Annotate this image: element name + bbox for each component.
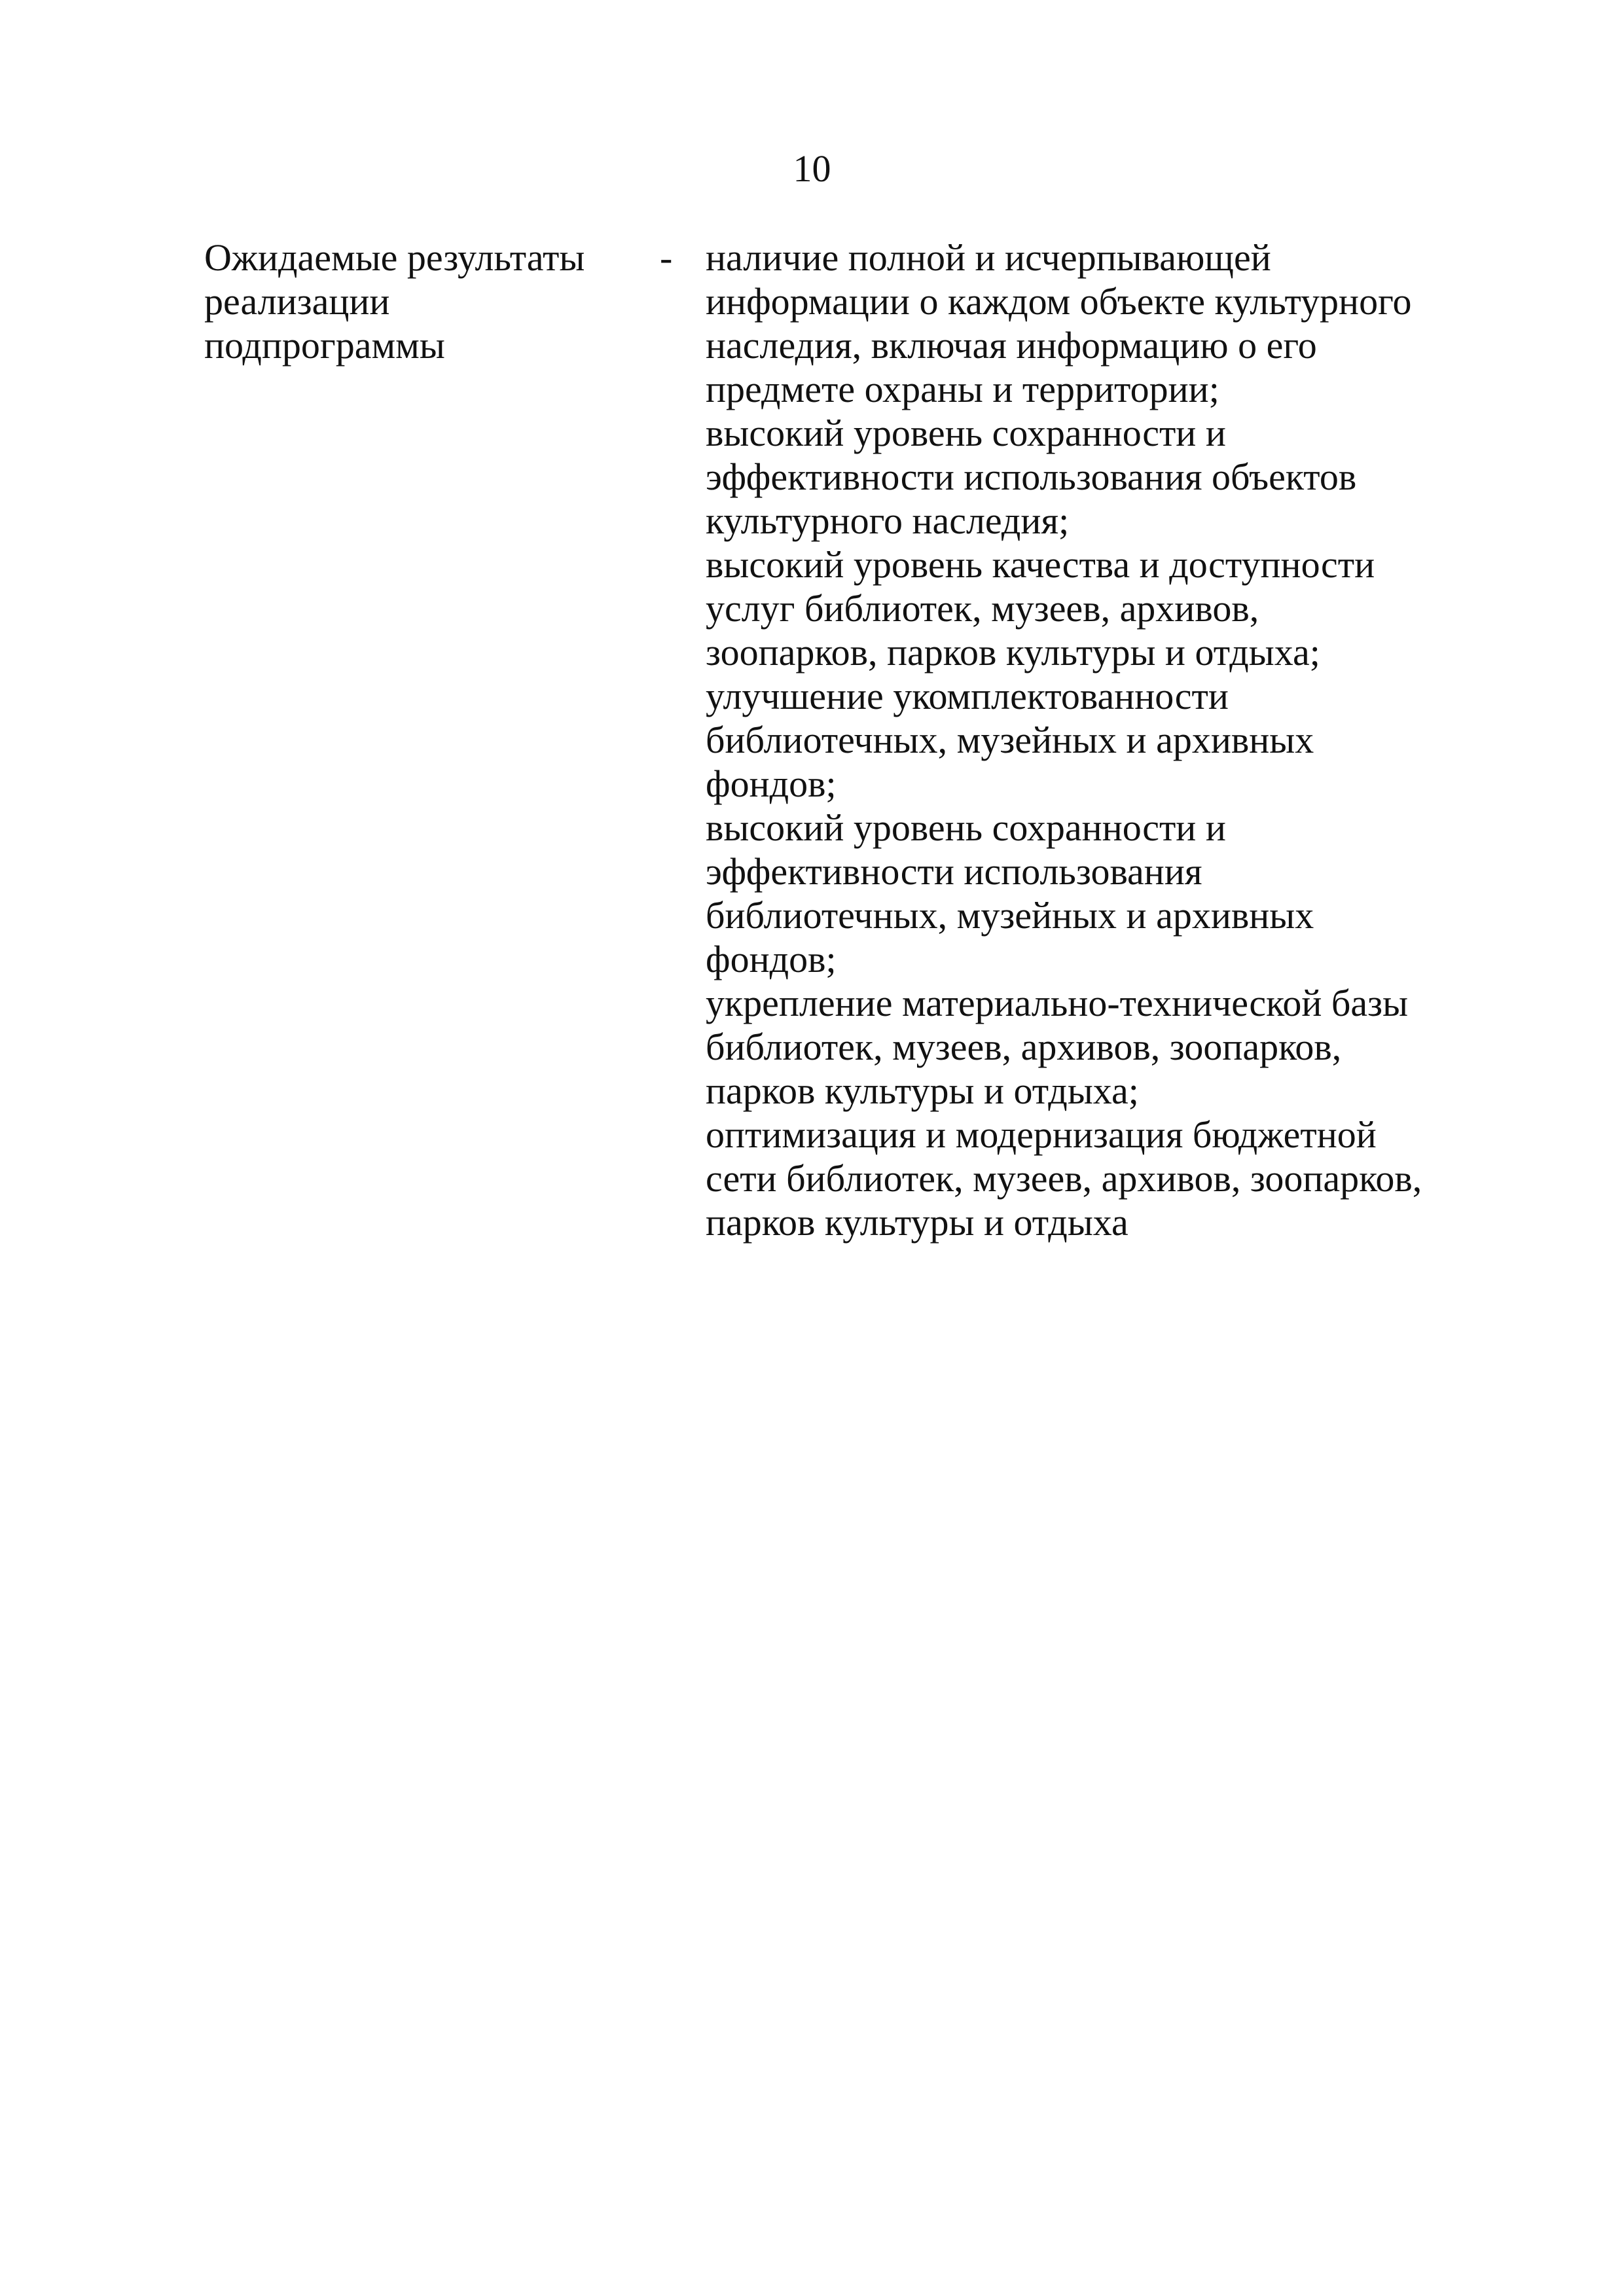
results-line: эффективности использования объектов (706, 456, 1357, 498)
results-list (706, 236, 1458, 1244)
page-number: 10 (793, 147, 831, 190)
results-line: оптимизация и модернизация бюджетной (706, 1113, 1377, 1156)
results-line: эффективности использования (706, 850, 1202, 893)
row-separator-dash: - (660, 236, 673, 279)
results-line: услуг библиотек, музеев, архивов, (706, 587, 1259, 630)
row-label-line: Ожидаемые результаты (204, 236, 585, 279)
results-line: культурного наследия; (706, 499, 1070, 542)
results-line: фондов; (706, 762, 837, 805)
row-label (204, 236, 623, 367)
results-line: высокий уровень сохранности и (706, 806, 1226, 849)
results-line: сети библиотек, музеев, архивов, зоопарков, (706, 1157, 1422, 1200)
results-line: улучшение укомплектованности (706, 675, 1229, 717)
results-line: библиотечных, музейных и архивных (706, 894, 1314, 937)
results-line: фондов; (706, 938, 837, 980)
results-line: парков культуры и отдыха (706, 1201, 1128, 1244)
results-line: высокий уровень сохранности и (706, 412, 1226, 454)
results-line: библиотечных, музейных и архивных (706, 719, 1314, 761)
row-label-line: реализации (204, 280, 390, 323)
results-line: высокий уровень качества и доступности (706, 543, 1375, 586)
results-line: предмете охраны и территории; (706, 368, 1219, 410)
results-line: зоопарков, парков культуры и отдыха; (706, 631, 1320, 673)
results-line: информации о каждом объекте культурного (706, 280, 1412, 323)
results-line: укрепление материально-технической базы (706, 982, 1409, 1024)
results-line: наследия, включая информацию о его (706, 324, 1317, 367)
row-label-line: подпрограммы (204, 324, 445, 367)
results-line: парков культуры и отдыха; (706, 1069, 1139, 1112)
results-line: библиотек, музеев, архивов, зоопарков, (706, 1026, 1342, 1068)
results-line: наличие полной и исчерпывающей (706, 236, 1271, 279)
